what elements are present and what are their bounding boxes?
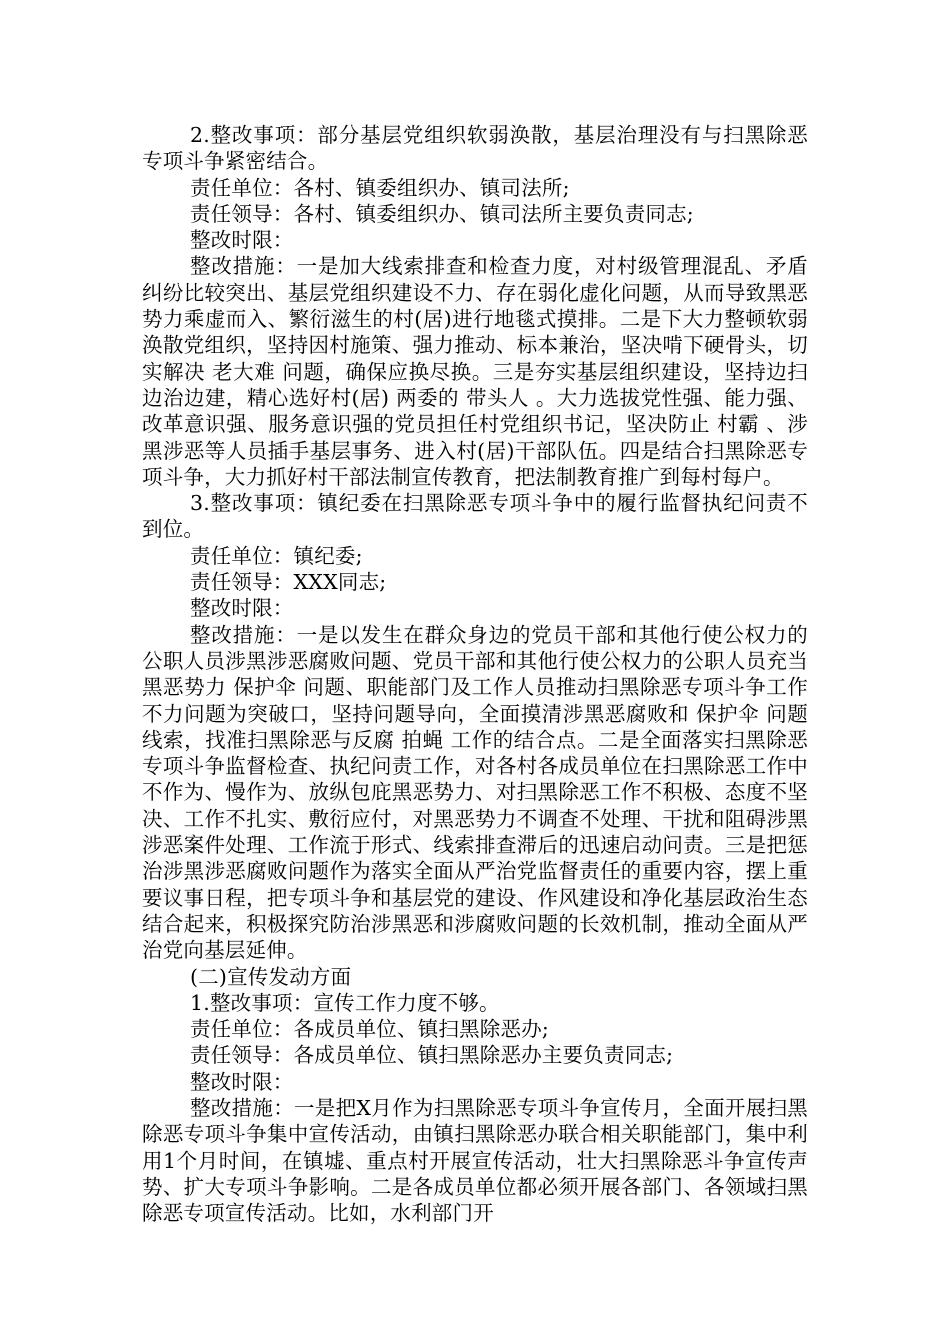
paragraph-item-2-heading: 2.整改事项：部分基层党组织软弱涣散，基层治理没有与扫黑除恶专项斗争紧密结合。 [142, 123, 808, 174]
paragraph-measures: 整改措施：一是以发生在群众身边的党员干部和其他行使公权力的公职人员涉黑涉恶腐败问题、党员干部和其他行使公权力的公职人员充当黑恶势力 保护伞 问题、职能部门及工作人员推动扫黑除恶专项斗争工作不力问题为突破口，坚持问题导向，全面摸清涉黑恶腐败和 保护伞 问题线索，找准扫黑除恶与反腐 拍蝇 工作的结合点。二是全面落实扫黑除恶专项斗争监督检查、执纪问责工作，对各村各成员单位在扫黑除恶工作中不作为、慢作为、放纵包庇黑恶势力、对扫黑除恶工作不积极、态度不坚决、工作不扎实、敷衍应付，对黑恶势力不调查不处理、干扰和阻碍涉黑涉恶案件处理、工作流于形式、线索排查滞后的迅速启动问责。三是把惩治涉黑涉恶腐败问题作为落实全面从严治党监督责任的重要内容，摆上重要议事日程，把专项斗争和基层党的建设、作风建设和净化基层政治生态结合起来，积极探究防治涉黑恶和涉腐败问题的长效机制，推动全面从严治党向基层延伸。 [142, 622, 808, 963]
paragraph-deadline: 整改时限： [190, 596, 294, 621]
paragraph-item-1-heading: 1.整改事项：宣传工作力度不够。 [190, 990, 500, 1015]
section-heading-publicity: (二)宣传发动方面 [190, 964, 352, 989]
paragraph-measures: 整改措施：一是把X月作为扫黑除恶专项斗争宣传月，全面开展扫黑除恶专项斗争集中宣传活动，由镇扫黑除恶办联合相关职能部门，集中利用1个月时间，在镇墟、重点村开展宣传活动，壮大扫黑除恶斗争宣传声势、扩大专项斗争影响。二是各成员单位都必须开展各部门、各领域扫黑除恶专项宣传活动。比如，水利部门开 [142, 1095, 808, 1226]
paragraph-deadline: 整改时限： [190, 1069, 294, 1094]
paragraph-item-3-heading: 3.整改事项：镇纪委在扫黑除恶专项斗争中的履行监督执纪问责不到位。 [142, 491, 808, 542]
paragraph-responsible-leader: 责任领导：XXX同志; [190, 570, 387, 595]
paragraph-responsible-unit: 责任单位：各村、镇委组织办、镇司法所; [190, 175, 570, 200]
paragraph-measures: 整改措施：一是加大线索排查和检查力度，对村级管理混乱、矛盾纠纷比较突出、基层党组织建设不力、存在弱化虚化问题，从而导致黑恶势力乘虚而入、繁衍滋生的村(居)进行地毯式摸排。二是下大力整顿软弱涣散党组织，坚持因村施策、强力推动、标本兼治，坚决啃下硬骨头，切实解决 老大难 问题，确保应换尽换。三是夯实基层组织建设，坚持边扫边治边建，精心选好村(居) 两委的 带头人 。大力选拔党性强、能力强、改革意识强、服务意识强的党员担任村党组织书记，坚决防止 村霸 、涉黑涉恶等人员插手基层事务、进入村(居)干部队伍。四是结合扫黑除恶专项斗争，大力抓好村干部法制宣传教育，把法制教育推广到每村每户。 [142, 254, 808, 489]
paragraph-responsible-leader: 责任领导：各村、镇委组织办、镇司法所主要负责同志; [190, 201, 694, 226]
paragraph-deadline: 整改时限： [190, 228, 294, 253]
paragraph-responsible-unit: 责任单位：各成员单位、镇扫黑除恶办; [190, 1017, 550, 1042]
paragraph-responsible-leader: 责任领导：各成员单位、镇扫黑除恶办主要负责同志; [190, 1043, 674, 1068]
paragraph-responsible-unit: 责任单位：镇纪委; [190, 543, 363, 568]
document-body [142, 122, 808, 1226]
